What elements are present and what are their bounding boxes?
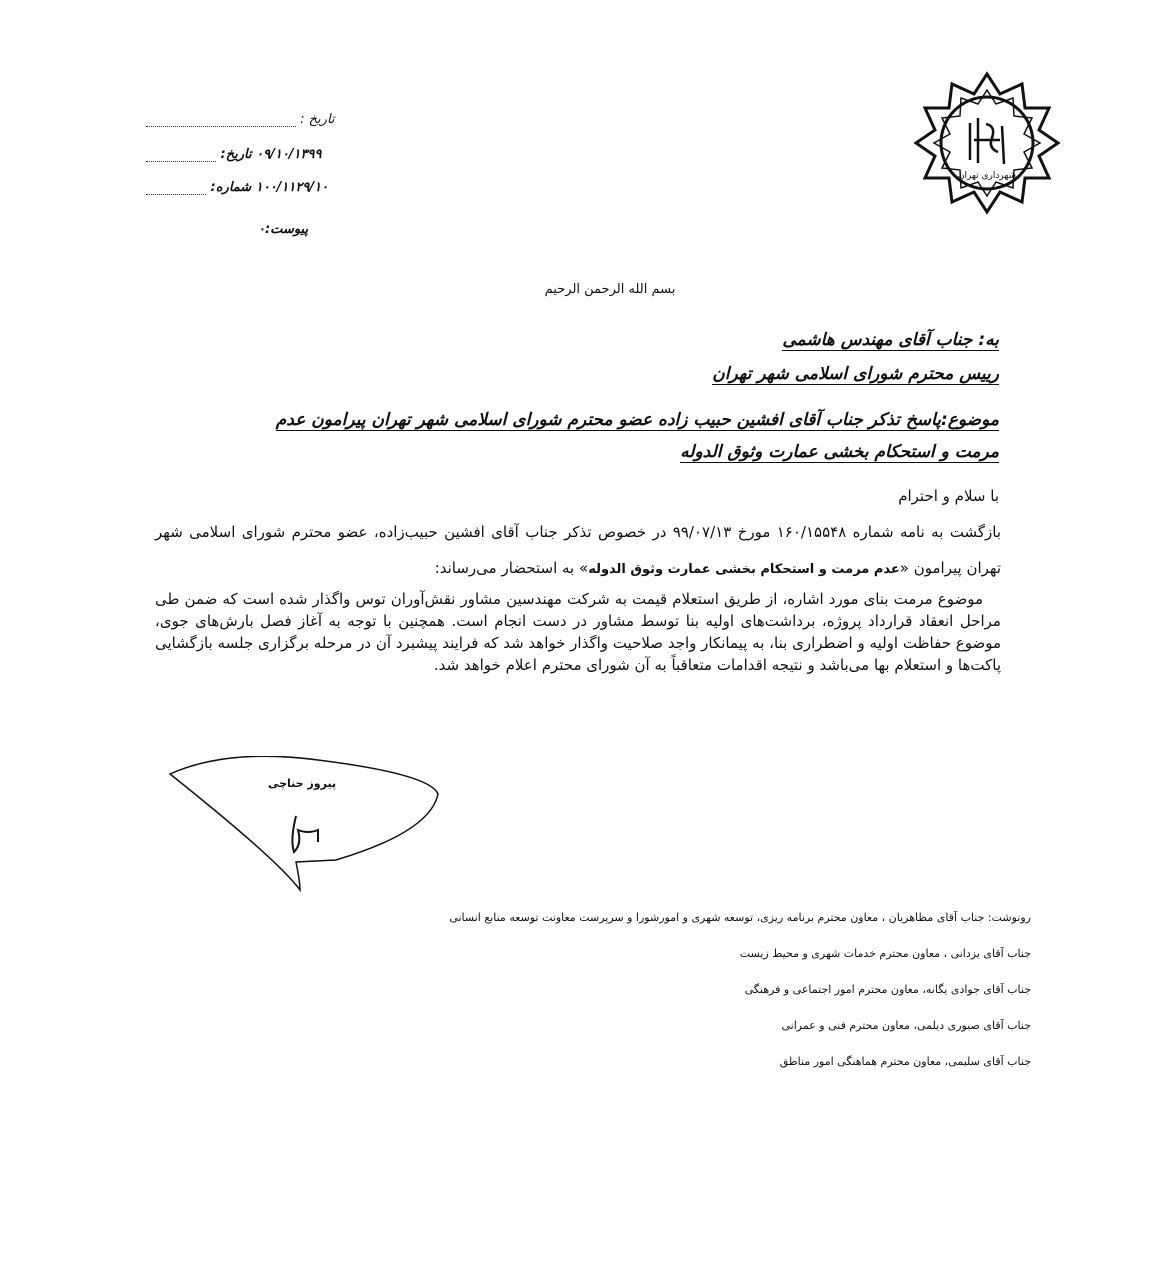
salutation: با سلام و احترام: [898, 487, 999, 505]
cc-line: جناب آقای سلیمی، معاون محترم هماهنگی امور مناطق: [779, 1055, 1031, 1068]
attachment-value: پیوست:۰: [258, 222, 309, 237]
date-line: [146, 147, 321, 162]
date-label: تاریخ :: [300, 112, 335, 127]
logo-text: شهرداری تهران: [957, 171, 1017, 181]
signer-name: پیروز حناچی: [268, 777, 337, 790]
signature-scribble: [292, 816, 318, 852]
basmala: بسم الله الرحمن الرحیم: [544, 282, 676, 297]
body-paragraph-2: [155, 588, 1001, 676]
subject: [239, 404, 999, 468]
number-value: ۱۰۰/۱۱۲۹/۱۰ شماره:: [210, 180, 329, 195]
date-value: ۰۹/۱۰/۱۳۹۹ تاریخ:: [220, 147, 322, 162]
number-line: [146, 180, 328, 195]
p2-rest: همچنین با توجه به آغاز فصل بارش‌های جوی، موضوع حفاظت اولیه و اضطراری بنا، به پیمانکار واجد صلاحیت واگذار خواهد شد که فرایند پیشبرد آن در مرحله برگزاری جلسه بازگشایی پاکت‌ها و استعلام بها می‌باشد و نتیجه اقدامات متعاقباً به آن شورای محترم اعلام خواهد شد.: [155, 612, 1001, 674]
tehran-municipality-logo: [912, 68, 1062, 218]
cc-line: جناب آقای صبوری دیلمی، معاون محترم فنی و عمرانی: [781, 1019, 1031, 1032]
cc-list: [231, 911, 1031, 1091]
body-paragraph-1: [155, 514, 1001, 588]
cc-line: جناب آقای جوادی یگانه، معاون محترم امور اجتماعی و فرهنگی: [744, 983, 1031, 996]
p1-part1: بازگشت به نامه شماره ۱۶۰/۱۵۵۴۸ مورخ ۹۹/۰۷/۱۳ در خصوص تذکر جناب آقای افشین حبیب‌زاده، عضو محترم شورای اسلامی شهر تهران پیرامون «: [155, 523, 1002, 577]
recipient: به: جناب آقای مهندس هاشمی: [782, 330, 999, 350]
attachment-line: [258, 222, 308, 237]
cc-line: جناب آقای یزدانی ، معاون محترم خدمات شهری و محیط زیست: [739, 947, 1031, 960]
p1-part2: » به استحضار می‌رساند:: [434, 559, 589, 577]
p1-bold: عدم مرمت و استحکام بخشی عمارت وثوق الدوله: [588, 562, 900, 577]
subject-text: موضوع:پاسخ تذکر جناب آقای افشین حبیب زاده عضو محترم شورای اسلامی شهر تهران پیرامون عدم مرمت و استحکام بخشی عمارت وثوق الدوله: [275, 410, 999, 462]
date-label-line: [146, 112, 335, 127]
cc-line: رونوشت: جناب آقای مظاهریان ، معاون محترم برنامه ریزی، توسعه شهری و امورشورا و سرپرست معاونت توسعه منابع انسانی: [449, 911, 1031, 924]
p2-first: موضوع مرمت بنای مورد اشاره، از طریق استعلام قیمت به شرکت مهندسین مشاور نقش‌آوران توس واگذار شده است که ضمن طی مراحل انعقاد قرارداد پروژه، برداشت‌های اولیه بنا توسط مشاور در دست انجام است.: [155, 590, 1001, 630]
recipient-title: رییس محترم شورای اسلامی شهر تهران: [712, 364, 999, 384]
